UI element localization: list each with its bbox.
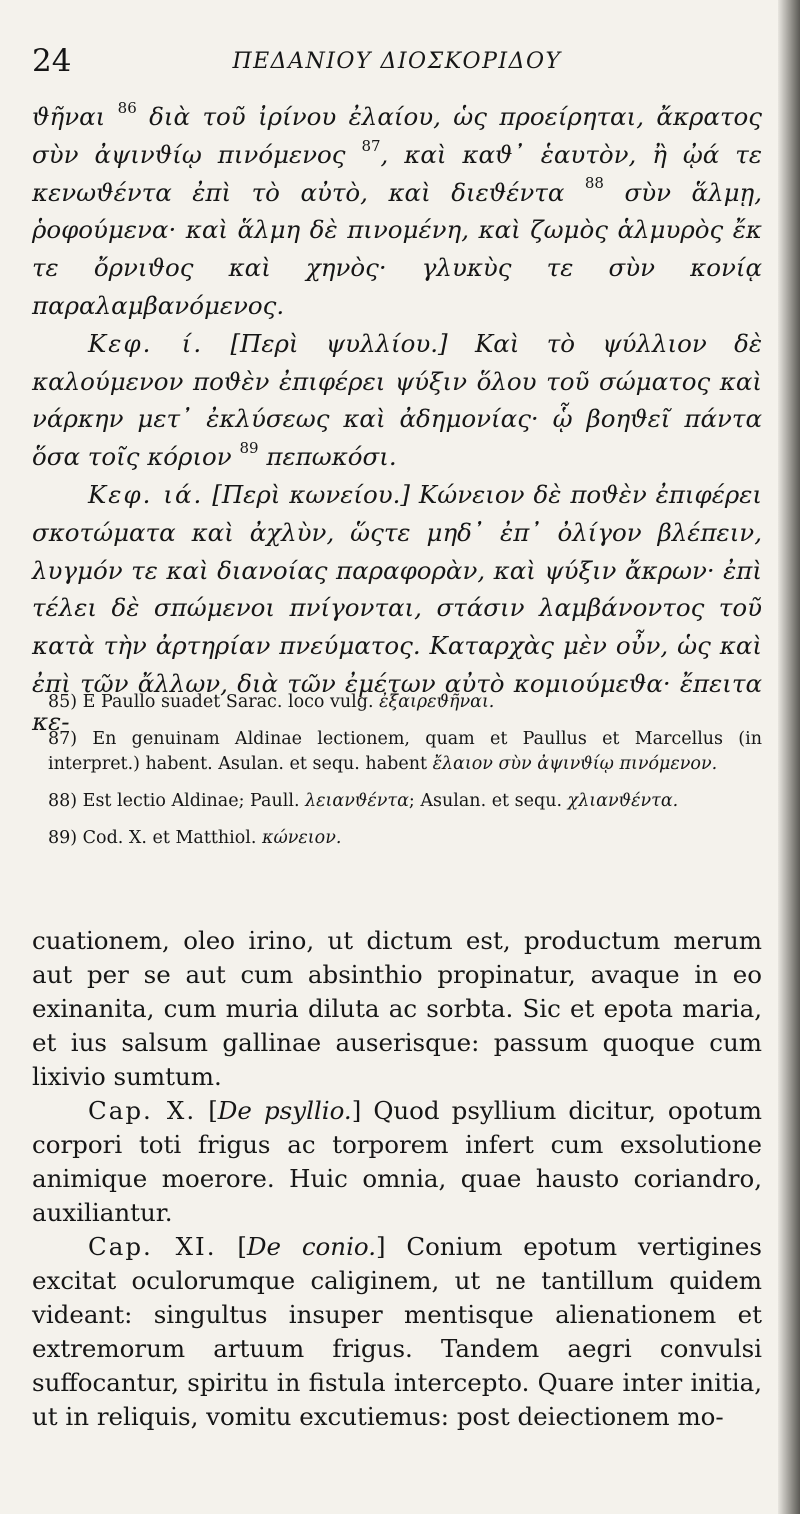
chapter-label: Cap. X.	[88, 1096, 197, 1125]
footnotes-block	[48, 690, 762, 863]
running-head: ΠΕΔΑΝΙΟΥ ΔΙΟΣΚΟΡΙΔΟΥ	[232, 49, 562, 74]
footnote-ref-88: 88	[584, 174, 604, 193]
chapter-label: Cap. XI.	[88, 1232, 217, 1261]
greek-paragraph-1: ϑῆναι $^{86}$ διὰ τοῦ ἰρίνου ἐλαίου, ὡς προείρηται, ἄκρατος σὺν ἀψινϑίῳ πινόμενος $^{87}$, καὶ καϑ᾿ ἑαυτὸν, ἢ ᾠά τε κενωϑέντα ἐπὶ τὸ αὐτὸ, καὶ διεϑέντα $^{88}$ σὺν ἅλμῃ, ῥοφούμενα· καὶ ἅλμη δὲ πινομένη, καὶ ζωμὸς ἁλμυρὸς ἔκ τε ὄρνιϑος καὶ χηνὸς· γλυκὺς τε σὺν κονίᾳ παραλαμβανόμενος.	[32, 98, 762, 320]
footnote-89: 89) Cod. X. et Matthiol. κώνειον.	[48, 828, 342, 848]
latin-paragraph-psyllium: Cap. X. [De psyllio.] Quod psyllium dicitur, opotum corpori toti frigus ac torporem infert cum exsolutione animique moerore. Huic omnia, quae hausto coriandro, auxiliantur.	[32, 1096, 762, 1227]
footnote-87: 87) En genuinam Aldinae lectionem, quam et Paullus et Marcellus (in interpret.) habent. Asulan. et sequ. habent ἔλαιον σὺν ἀψινϑίῳ πινόμενον.	[48, 729, 762, 774]
chapter-label: Κεφ. ιά.	[88, 479, 204, 509]
footnote-85: 85) E Paullo suadet Sarac. loco vulg. ἐξαιρεϑῆναι.	[48, 692, 495, 712]
greek-text-block	[32, 98, 762, 741]
latin-paragraph-conium: Cap. XI. [De conio.] Conium epotum vertigines excitat oculorumque caliginem, ut ne tantillum quidem videant: singultus insuper mentisque alienationem et extremorum artuum frigus. Tandem aegri convulsi suffocantur, spiritu in fistula intercepto. Quare inter initia, ut in reliquis, vomitu excutiemus: post deiectionem mo-	[32, 1232, 762, 1431]
chapter-label: Κεφ. ί.	[88, 328, 204, 358]
chapter-title: De psyllio.	[217, 1096, 352, 1125]
footnote-ref-87: 87	[361, 136, 381, 155]
footnote-88: 88) Est lectio Aldinae; Paull. λειανϑέντα; Asulan. et sequ. χλιανϑέντα.	[48, 791, 679, 811]
page-number: 24	[32, 43, 72, 79]
greek-paragraph-conium: Κεφ. ιά. [Περὶ κωνείου.] Κώνειον δὲ ποϑὲν ἐπιφέρει σκοτώματα καὶ ἀχλὺν, ὥςτε μηδ᾿ ἐπ᾿ ὀλίγον βλέπειν, λυγμόν τε καὶ διανοίας παραφορὰν, καὶ ψύξιν ἄκρων· ἐπὶ τέλει δὲ σπώμενοι πνίγονται, στάσιν λαμβάνοντος τοῦ κατὰ τὴν ἀρτηρίαν πνεύματος. Καταρχὰς μὲν οὖν, ὡς καὶ ἐπὶ τῶν ἄλλων, διὰ τῶν ἐμέτων αὐτὸ κομιούμεϑα· ἔπειτα κε-	[32, 479, 762, 736]
chapter-title: De conio.	[246, 1232, 377, 1261]
greek-paragraph-psyllium: Κεφ. ί. [Περὶ ψυλλίου.] Καὶ τὸ ψύλλιον δὲ καλούμενον ποϑὲν ἐπιφέρει ψύξιν ὅλου τοῦ σώματος καὶ νάρκην μετ᾿ ἐκλύσεως καὶ ἀδημονίας· ᾧ βοηϑεῖ πάντα ὅσα τοῖς κόριον $^{89}$ πεπωκόσι.	[32, 328, 763, 472]
footnote-ref-89: 89	[239, 439, 259, 458]
footnote-ref-86: 86	[117, 98, 137, 117]
latin-paragraph-1: cuationem, oleo irino, ut dictum est, productum merum aut per se aut cum absinthio propinatur, avaque in eo exinanita, cum muria diluta ac sorbta. Sic et epota maria, et ius salsum gallinae auserisque: passum quoque cum lixivio sumtum.	[32, 926, 762, 1091]
page-edge-shadow	[778, 0, 800, 1514]
page-header	[32, 44, 762, 84]
latin-translation-block	[32, 924, 762, 1434]
